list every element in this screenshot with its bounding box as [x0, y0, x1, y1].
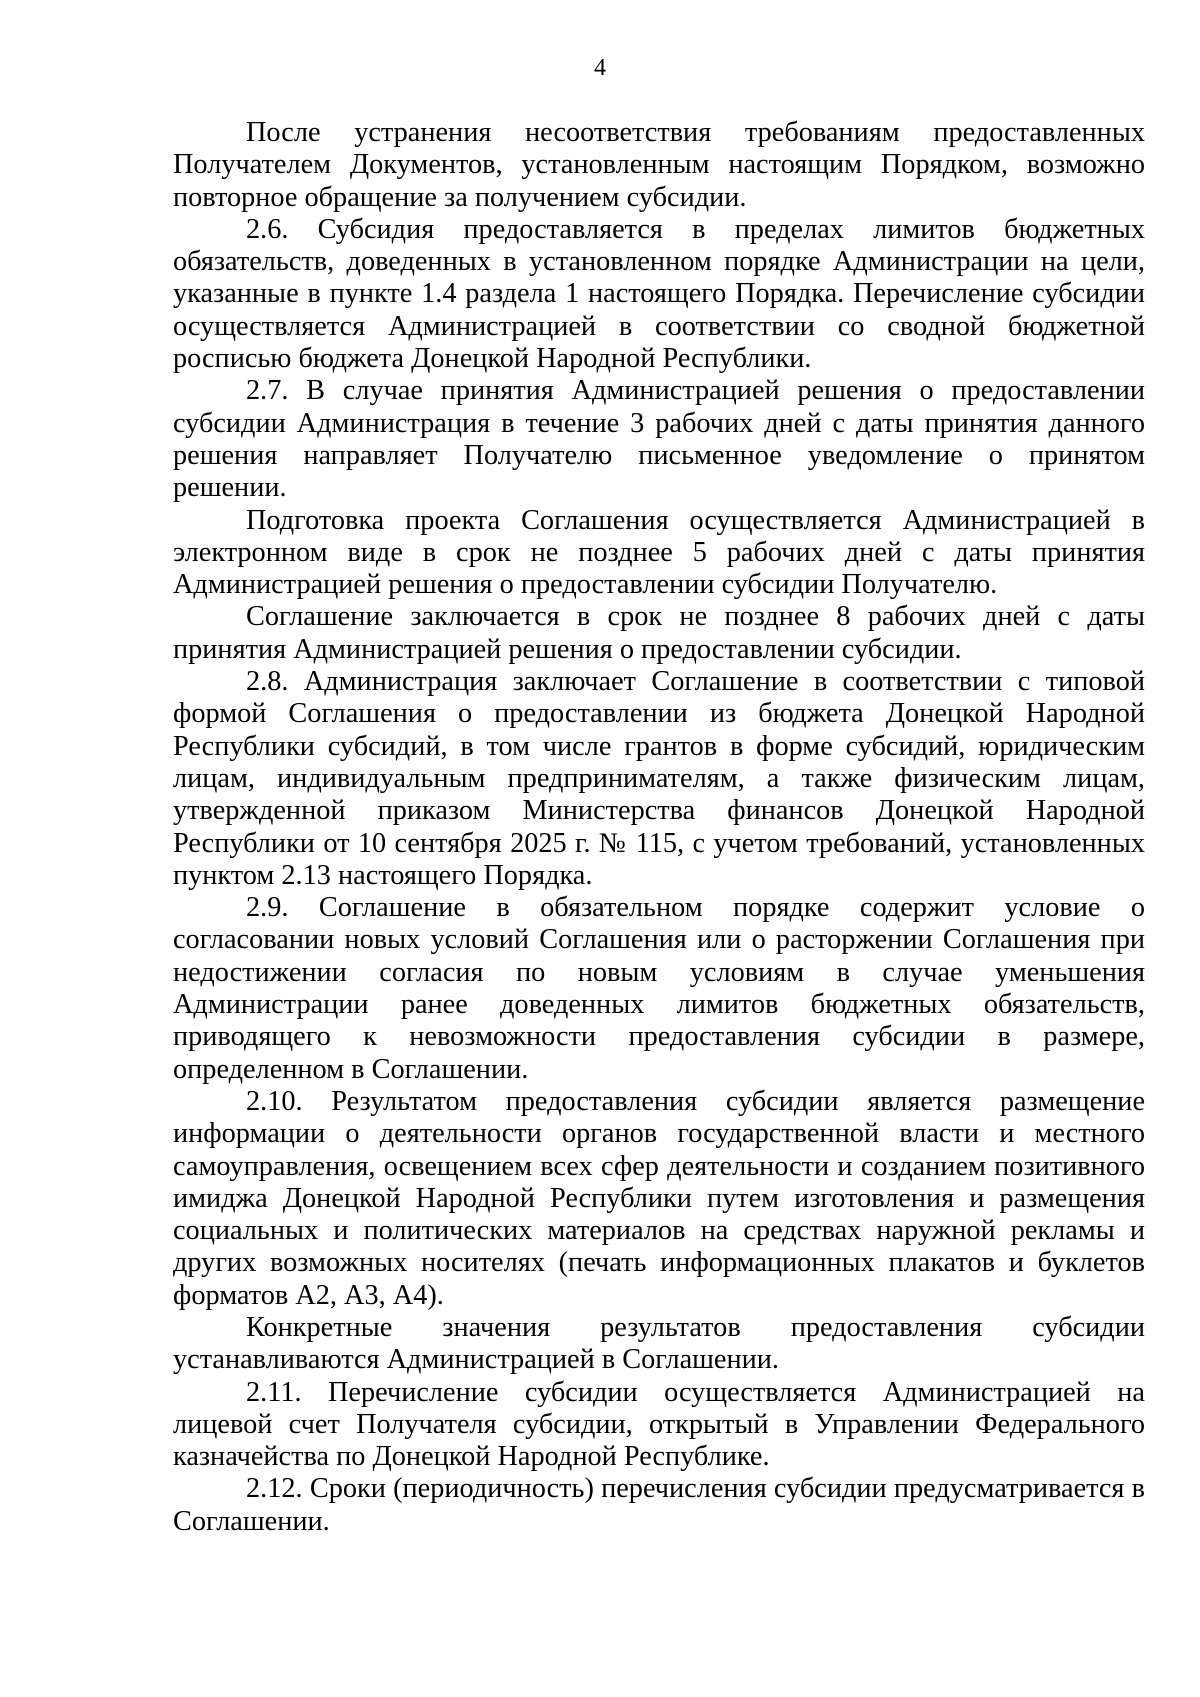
paragraph-2-9: 2.9. Соглашение в обязательном порядке содержит условие о согласовании новых условий Соглашения или о расторжении Соглашения при недостижении согласия по новым условиям в случае уменьшения Администрации ранее доведенных лимитов бюджетных обязательств, приводящего к невозможности предоставления субсидии в размере, определенном в Соглашении. — [173, 892, 1145, 1085]
document-body — [173, 117, 1145, 1538]
paragraph-2-8: 2.8. Администрация заключает Соглашение в соответствии с типовой формой Соглашения о предоставлении из бюджета Донецкой Народной Республики субсидий, в том числе грантов в форме субсидий, юридическим лицам, индивидуальным предпринимателям, а также физическим лицам, утвержденной приказом Министерства финансов Донецкой Народной Республики от 10 сентября 2025 г. № 115, с учетом требований, установленных пунктом 2.13 настоящего Порядка. — [173, 666, 1145, 891]
paragraph-2-11: 2.11. Перечисление субсидии осуществляется Администрацией на лицевой счет Получателя субсидии, открытый в Управлении Федерального казначейства по Донецкой Народной Республике. — [173, 1376, 1145, 1473]
paragraph-agreement-term: Соглашение заключается в срок не позднее 8 рабочих дней с даты принятия Администрацией решения о предоставлении субсидии. — [173, 601, 1145, 665]
paragraph-2-12: 2.12. Сроки (периодичность) перечисления субсидии предусматривается в Соглашении. — [173, 1473, 1145, 1537]
page-number: 4 — [594, 55, 606, 81]
paragraph-2-6: 2.6. Субсидия предоставляется в пределах лимитов бюджетных обязательств, доведенных в установленном порядке Администрации на цели, указанные в пункте 1.4 раздела 1 настоящего Порядка. Перечисление субсидии осуществляется Администрацией в соответствии со сводной бюджетной росписью бюджета Донецкой Народной Республики. — [173, 213, 1145, 375]
paragraph-resubmission: После устранения несоответствия требованиям предоставленных Получателем Документов, установленным настоящим Порядком, возможно повторное обращение за получением субсидии. — [173, 117, 1145, 213]
paragraph-agreement-draft: Подготовка проекта Соглашения осуществляется Администрацией в электронном виде в срок не позднее 5 рабочих дней с даты принятия Администрацией решения о предоставлении субсидии Получателю. — [173, 504, 1145, 601]
paragraph-2-7: 2.7. В случае принятия Администрацией решения о предоставлении субсидии Администрация в течение 3 рабочих дней с даты принятия данного решения направляет Получателю письменное уведомление о принятом решении. — [173, 375, 1145, 504]
paragraph-2-10: 2.10. Результатом предоставления субсидии является размещение информации о деятельности органов государственной власти и местного самоуправления, освещением всех сфер деятельности и созданием позитивного имиджа Донецкой Народной Республики путем изготовления и размещения социальных и политических материалов на средствах наружной рекламы и других возможных носителях (печать информационных плакатов и буклетов форматов А2, А3, А4). — [173, 1085, 1145, 1311]
paragraph-result-values: Конкретные значения результатов предоставления субсидии устанавливаются Администрацией в Соглашении. — [173, 1311, 1145, 1376]
